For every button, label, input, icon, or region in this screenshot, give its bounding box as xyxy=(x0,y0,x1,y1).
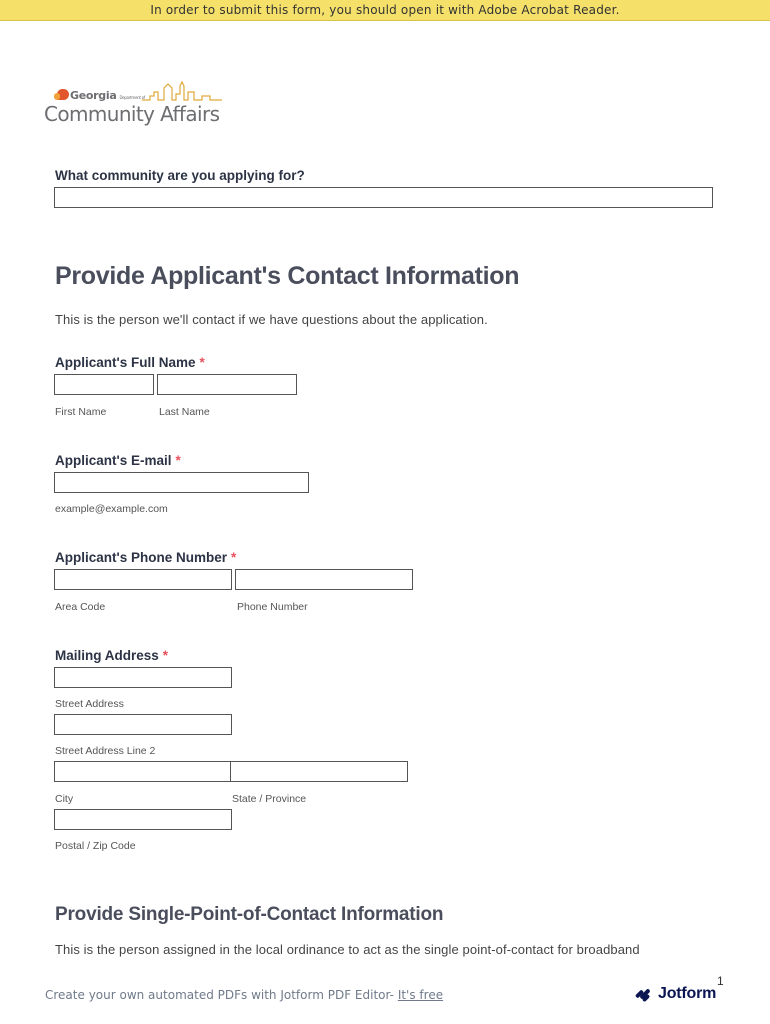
street-address-input[interactable] xyxy=(54,667,232,688)
zip-code-sublabel: Postal / Zip Code xyxy=(55,840,136,852)
last-name-sublabel: Last Name xyxy=(159,406,210,418)
applicant-section-title: Provide Applicant's Contact Information xyxy=(55,262,520,290)
street-address-sublabel: Street Address xyxy=(55,698,124,710)
phone-number-sublabel: Phone Number xyxy=(237,601,308,613)
peach-leaf-icon xyxy=(54,93,60,100)
city-input[interactable] xyxy=(54,761,231,782)
city-sublabel: City xyxy=(55,793,74,805)
required-marker: * xyxy=(230,550,237,565)
zip-code-input[interactable] xyxy=(54,809,232,830)
footer-promo: Create your own automated PDFs with Jotform PDF Editor- It's free xyxy=(45,988,444,1002)
spoc-section-description: This is the person assigned in the local ordinance to act as the single point-of-contact for broadband xyxy=(55,942,640,957)
spoc-section-title: Provide Single-Point-of-Contact Information xyxy=(55,904,444,925)
mailing-address-label: Mailing Address * xyxy=(55,648,169,663)
first-name-input[interactable] xyxy=(54,374,154,395)
jotform-logo[interactable] xyxy=(634,985,716,1003)
street-address-line2-input[interactable] xyxy=(54,714,232,735)
its-free-link[interactable]: It's free xyxy=(397,988,444,1002)
street-address-line2-sublabel: Street Address Line 2 xyxy=(55,745,156,757)
required-marker: * xyxy=(199,355,205,370)
jotform-icon xyxy=(634,986,652,1002)
email-label: Applicant's E-mail * xyxy=(55,453,181,468)
community-input[interactable] xyxy=(54,187,713,208)
email-hint: example@example.com xyxy=(55,503,168,515)
dca-logo xyxy=(44,80,224,128)
last-name-input[interactable] xyxy=(157,374,297,395)
state-sublabel: State / Province xyxy=(232,793,307,805)
phone-label: Applicant's Phone Number * xyxy=(55,550,237,565)
required-marker: * xyxy=(162,648,169,663)
required-marker: * xyxy=(175,453,181,468)
email-input[interactable] xyxy=(54,472,309,493)
jotform-wordmark: Jotform xyxy=(658,985,717,1002)
page-number: 1 xyxy=(717,974,724,988)
community-label: What community are you applying for? xyxy=(55,168,305,183)
first-name-sublabel: First Name xyxy=(55,406,107,418)
state-input[interactable] xyxy=(230,761,408,782)
phone-number-input[interactable] xyxy=(235,569,413,590)
logo-top-text: Georgia Department of xyxy=(70,89,145,102)
logo-main-text: Community Affairs xyxy=(44,102,220,126)
skyline-icon xyxy=(142,80,222,104)
area-code-input[interactable] xyxy=(54,569,232,590)
applicant-section-description: This is the person we'll contact if we have questions about the application. xyxy=(55,312,488,327)
full-name-label: Applicant's Full Name * xyxy=(55,355,205,370)
area-code-sublabel: Area Code xyxy=(55,601,106,613)
acrobat-notice-banner: In order to submit this form, you should open it with Adobe Acrobat Reader. xyxy=(0,0,770,21)
